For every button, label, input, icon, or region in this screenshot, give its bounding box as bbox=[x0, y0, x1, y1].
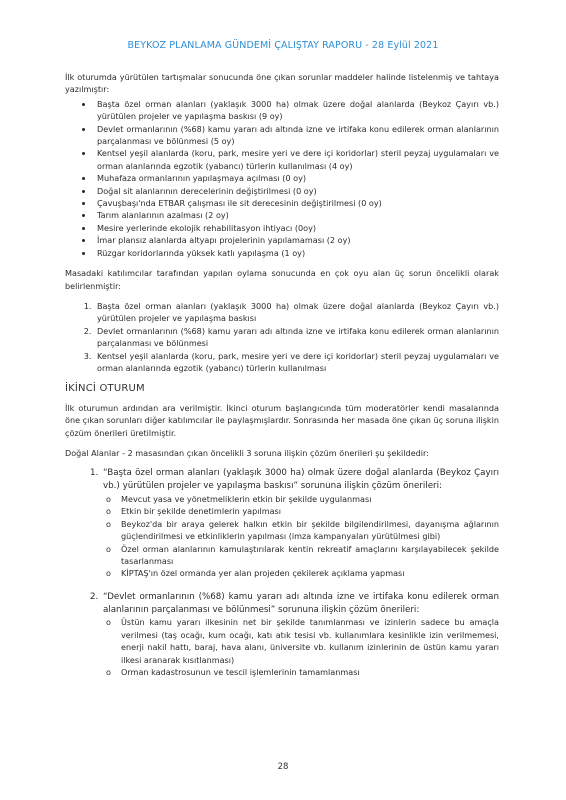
list-item: • Kentsel yeşil alanlarda (koru, park, mesire yeri ve dere içi koridorlar) steril peyzaj uygulamaları ve orman alanlarında egzotik (yabancı) türlerin kullanılması (4 oy) bbox=[94, 147, 499, 172]
list-item: • Doğal sit alanlarının derecelerinin değiştirilmesi (0 oy) bbox=[94, 185, 499, 197]
list-item-text: Etkin bir şekilde denetimlerin yapılması bbox=[121, 506, 282, 517]
circle-bullet-icon: o bbox=[106, 506, 111, 517]
section-heading: İKİNCİ OTURUM bbox=[65, 383, 145, 395]
list-item-text: KİPTAŞ'ın özel ormanda yer alan projeden çekilerek açıklama yapması bbox=[121, 568, 405, 579]
circle-bullet-icon: o bbox=[106, 617, 111, 628]
list-item: • Başta özel orman alanları (yaklaşık 3000 ha) olmak üzere doğal alanlarda (Beykoz Çayırı vb.) yürütülen projeler ve yapılaşma baskısı (9 oy) bbox=[94, 98, 499, 123]
list-item: • İmar plansız alanlarda altyapı projelerinin yapılamaması (2 oy) bbox=[94, 234, 499, 246]
intro-paragraph: İlk oturumda yürütülen tartışmalar sonucunda öne çıkan sorunlar maddeler halinde listelenmiş ve tahtaya yazılmıştır: bbox=[65, 72, 499, 95]
list-item-text: Beykoz'da bir araya gelerek halkın etkin bir şekilde bilgilendirilmesi, dayanışma ağlarının güçlendirilmesi ve etkinliklerin yapılması (imza kampanyaları yürütülmesi gibi) bbox=[121, 518, 499, 542]
page-number: 28 bbox=[277, 762, 289, 772]
list-item: • Muhafaza ormanlarının yapılaşmaya açılması (0 oy) bbox=[94, 172, 499, 184]
solution-items bbox=[103, 616, 499, 678]
circle-bullet-icon: o bbox=[106, 518, 111, 529]
solution-title: “Başta özel orman alanları (yaklaşık 3000 ha) olmak üzere doğal alanlarda (Beykoz Çayırı vb.) yürütülen projeler ve yapılaşma baskısı” sorununa ilişkin çözüm önerileri: bbox=[103, 468, 499, 492]
circle-bullet-icon: o bbox=[106, 543, 111, 554]
second-session-paragraph: İlk oturumun ardından ara verilmiştir. İkinci oturum başlangıcında tüm moderatörler kendi masalarında öne çıkan sorunları diğer katılımcılar ile paylaşmışlardır. Sonrasında her masada öne çıkan üç soruna ilişkin çözüm önerileri üretilmiştir. bbox=[65, 402, 499, 438]
list-item bbox=[106, 543, 499, 568]
list-item bbox=[106, 518, 499, 543]
list-item: 1. Başta özel orman alanları (yaklaşık 3000 ha) olmak üzere doğal alanlarda (Beykoz Çayırı vb.) yürütülen projeler ve yapılaşma baskısı bbox=[94, 300, 499, 325]
problem-list bbox=[65, 98, 499, 259]
list-item: 3. Kentsel yeşil alanlarda (koru, park, mesire yeri ve dere içi koridorlar) steril peyzaj uygulamaları ve orman alanlarında egzotik (yabancı) türlerin kullanılması bbox=[94, 350, 499, 375]
list-item: • Rüzgar koridorlarında yüksek katlı yapılaşma (1 oy) bbox=[94, 247, 499, 259]
solution-block bbox=[101, 591, 499, 679]
circle-bullet-icon: o bbox=[106, 568, 111, 579]
list-item bbox=[106, 493, 499, 505]
list-item: • Mesire yerlerinde ekolojik rehabilitasyon ihtiyacı (0oy) bbox=[94, 222, 499, 234]
list-item bbox=[106, 505, 499, 517]
list-item: • Çavuşbaşı'nda ETBAR çalışması ile sit derecesinin değiştirilmesi (0 oy) bbox=[94, 197, 499, 209]
list-item-text: Mevcut yasa ve yönetmeliklerin etkin bir şekilde uygulanması bbox=[121, 493, 372, 504]
list-item-text: Üstün kamu yararı ilkesinin net bir şekilde tanımlanması ve izinlerin sadece bu amaçla verilmesi (taş ocağı, kum ocağı, katı atık tesisi vb. kullanımlara kesinlikle izin verilmemesi, enerji nakil hattı, baraj, hava alanı, üniversite vb. kullanım izinlerinin de üstün kamu yararı ilkesi aranarak kısıtlanması) bbox=[121, 617, 499, 665]
solutions-list bbox=[65, 467, 499, 678]
solution-items bbox=[103, 493, 499, 580]
page-content bbox=[65, 71, 499, 678]
solution-title: “Devlet ormanlarının (%68) kamu yararı adı altında izne ve irtifaka konu edilerek orman alanlarının parçalanması ve bölünmesi” sorununa ilişkin çözüm önerileri: bbox=[103, 591, 499, 615]
list-item bbox=[106, 567, 499, 579]
list-item bbox=[106, 616, 499, 666]
circle-bullet-icon: o bbox=[106, 493, 111, 504]
vote-paragraph: Masadaki katılımcılar tarafından yapılan oylama sonucunda en çok oyu alan üç sorun öncelikli olarak belirlenmiştir: bbox=[65, 268, 499, 291]
page-header: BEYKOZ PLANLAMA GÜNDEMİ ÇALIŞTAY RAPORU - 28 Eylül 2021 bbox=[127, 40, 439, 51]
solutions-intro: Doğal Alanlar - 2 masasından çıkan öncelikli 3 soruna ilişkin çözüm önerileri şu şekildedir: bbox=[65, 447, 429, 458]
list-item-text: Orman kadastrosunun ve tescil işlemlerinin tamamlanması bbox=[121, 667, 360, 678]
circle-bullet-icon: o bbox=[106, 667, 111, 678]
list-item: • Tarım alanlarının azalması (2 oy) bbox=[94, 209, 499, 221]
list-item-text: Özel orman alanlarının kamulaştırılarak kentin rekreatif amaçlarını karşılayabilecek şekilde tasarlanması bbox=[121, 543, 499, 566]
top-problems-list bbox=[65, 300, 499, 374]
list-item: 2. Devlet ormanlarının (%68) kamu yararı adı altında izne ve irtifaka konu edilerek orman alanlarının parçalanması ve bölünmesi bbox=[94, 325, 499, 350]
list-item bbox=[106, 666, 499, 678]
solution-block bbox=[101, 467, 499, 579]
list-item: • Devlet ormanlarının (%68) kamu yararı adı altında izne ve irtifaka konu edilerek orman alanlarının parçalanması ve bölünmesi (5 oy) bbox=[94, 123, 499, 148]
